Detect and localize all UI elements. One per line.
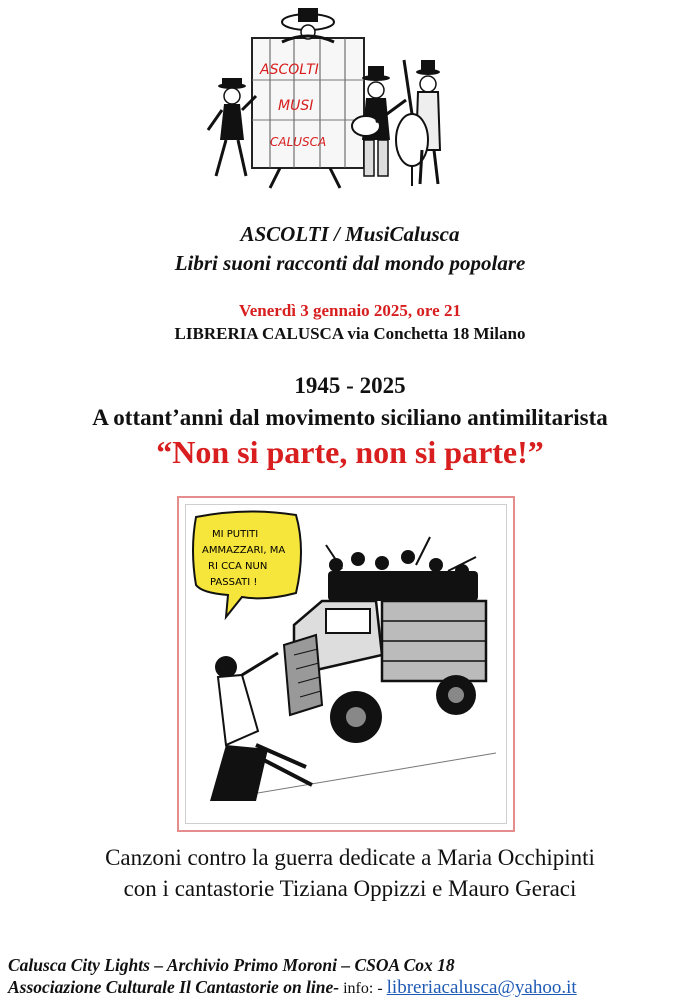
speech-line-1: MI PUTITI: [212, 529, 259, 540]
description-line-1: Canzoni contro la guerra dedicate a Maria Occhipinti: [105, 845, 595, 870]
sign-word-ascolti: ASCOLTI: [260, 62, 319, 78]
ascolti-musicalusca-illustration: [190, 0, 510, 195]
soldiers-group: [328, 550, 478, 601]
footer-association-text: Associazione Culturale Il Cantastorie on line-: [8, 977, 340, 997]
event-series-subtitle: Libri suoni racconti dal mondo popolare: [174, 251, 526, 275]
sign-word-musi: MUSI: [278, 98, 314, 114]
event-venue: LIBRERIA CALUSCA via Conchetta 18 Milano: [174, 324, 526, 343]
musicians-drawing: [190, 0, 510, 195]
footer-organizers: Calusca City Lights – Archivio Primo Moroni – CSOA Cox 18: [8, 955, 455, 975]
event-headline: A ottant’anni dal movimento siciliano antimilitarista: [92, 405, 608, 430]
footer-association: [8, 977, 577, 999]
contact-email-link[interactable]: libreriacalusca@yahoo.it: [386, 977, 577, 998]
speech-line-2: AMMAZZARI, MA: [202, 545, 286, 556]
description-line-2: con i cantastorie Tiziana Oppizzi e Mauro Geraci: [123, 876, 577, 901]
event-quote: “Non si parte, non si parte!”: [156, 434, 544, 470]
cartoon-frame: [177, 496, 515, 832]
cartoon-panel: [185, 504, 507, 824]
sign-word-calusca: CALUSCA: [270, 135, 327, 149]
anniversary-years: 1945 - 2025: [294, 373, 406, 398]
truck-cartoon: [186, 505, 508, 825]
speech-line-4: PASSATI !: [210, 577, 258, 588]
speech-line-3: RI CCA NUN: [208, 561, 268, 572]
footer-info-label: info: -: [339, 980, 387, 997]
event-series-title: ASCOLTI / MusiCalusca: [240, 222, 460, 246]
event-date: Venerdì 3 gennaio 2025, ore 21: [239, 301, 461, 320]
